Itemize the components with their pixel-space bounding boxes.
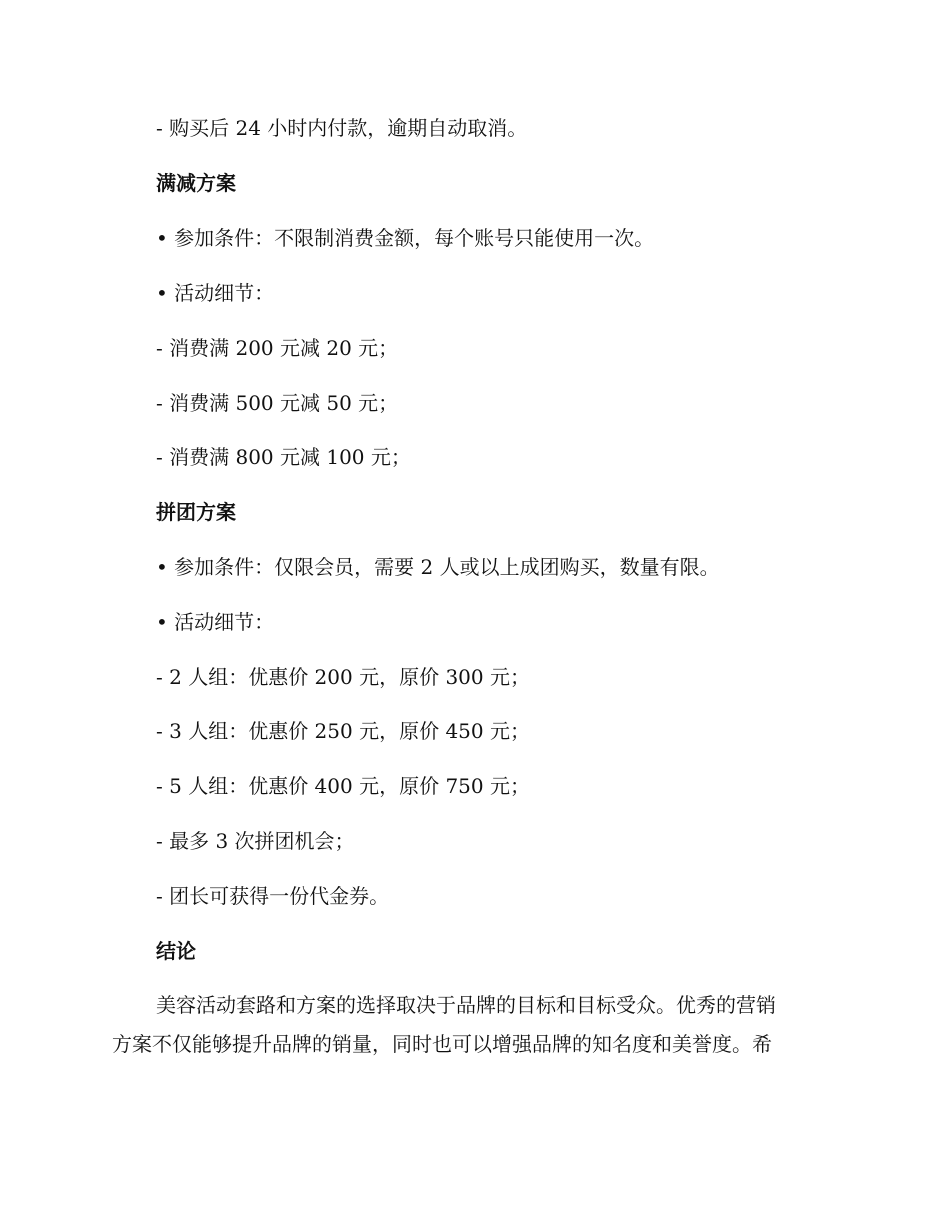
- full-reduction-heading: 满减方案: [156, 171, 236, 195]
- group-buy-heading: 拼团方案: [156, 500, 236, 524]
- payment-deadline-note: - 购买后 24 小时内付款，逾期自动取消。: [156, 116, 528, 140]
- full-reduction-condition: • 参加条件：不限制消费金额，每个账号只能使用一次。: [156, 226, 655, 250]
- group-buy-tier-2: - 2 人组：优惠价 200 元，原价 300 元；: [156, 665, 530, 689]
- full-reduction-tier-3: - 消费满 800 元减 100 元；: [156, 445, 411, 469]
- conclusion-paragraph-line-2: 方案不仅能够提升品牌的销量，同时也可以增强品牌的知名度和美誉度。希: [112, 1032, 772, 1056]
- full-reduction-tier-1: - 消费满 200 元减 20 元；: [156, 336, 399, 360]
- group-buy-leader-voucher: - 团长可获得一份代金券。: [156, 884, 390, 908]
- full-reduction-tier-2: - 消费满 500 元减 50 元；: [156, 391, 399, 415]
- group-buy-condition: • 参加条件：仅限会员，需要 2 人或以上成团购买，数量有限。: [156, 555, 720, 579]
- group-buy-max-chances: - 最多 3 次拼团机会；: [156, 829, 355, 853]
- full-reduction-details-label: • 活动细节：: [156, 281, 275, 305]
- group-buy-tier-3: - 3 人组：优惠价 250 元，原价 450 元；: [156, 719, 530, 743]
- group-buy-tier-5: - 5 人组：优惠价 400 元，原价 750 元；: [156, 774, 530, 798]
- conclusion-paragraph-line-1: 美容活动套路和方案的选择取决于品牌的目标和目标受众。优秀的营销: [156, 993, 776, 1017]
- group-buy-details-label: • 活动细节：: [156, 610, 275, 634]
- conclusion-heading: 结论: [156, 939, 196, 963]
